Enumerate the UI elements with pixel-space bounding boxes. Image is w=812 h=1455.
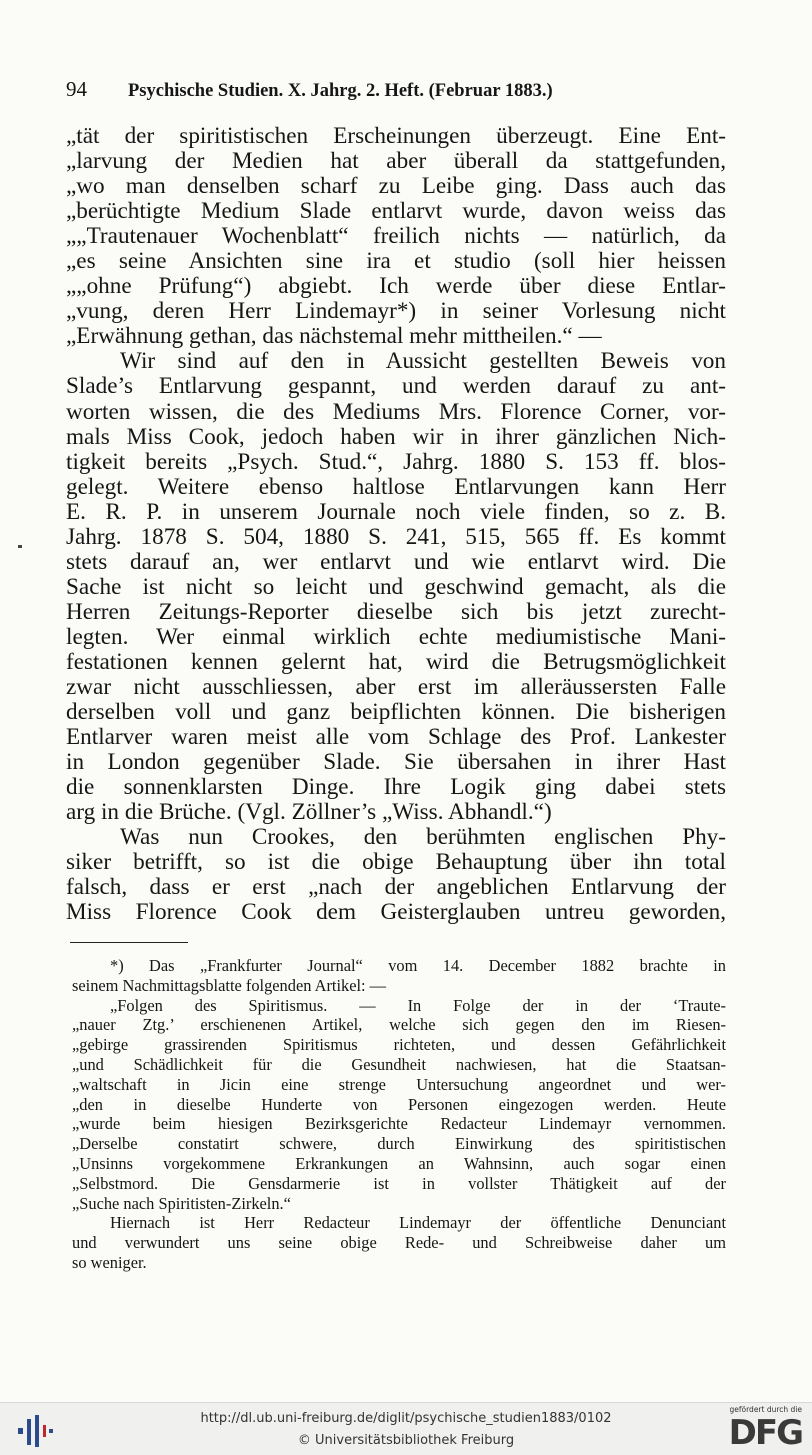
text-line: „larvung der Medien hat aber überall da stattgefunden, (66, 148, 726, 175)
text-line: „vung, deren Herr Lindemayr*) in seiner Vorlesung nicht (66, 298, 726, 325)
main-text (66, 124, 726, 926)
footnote-line: „Selbstmord. Die Gensdarmerie ist in vollster Thätigkeit auf der (72, 1173, 726, 1193)
footnote-line: seinem Nachmittagsblatte folgenden Artikel: — (72, 975, 387, 995)
text-line: Was nun Crookes, den berühmten englischen Phy- (120, 824, 726, 851)
text-line: Sache ist nicht so leicht und geschwind gemacht, als die (66, 573, 726, 600)
text-line: „berüchtigte Medium Slade entlarvt wurde, davon weiss das (66, 198, 726, 225)
footnote-divider (70, 942, 188, 943)
text-line: Herren Zeitungs-Reporter dieselbe sich bis jetzt zurecht- (66, 598, 726, 625)
dfg-tagline: gefördert durch die (729, 1405, 802, 1414)
text-line: tigkeit bereits „Psych. Stud.“, Jahrg. 1880 S. 153 ff. blos- (66, 448, 726, 475)
text-line: legten. Wer einmal wirklich echte mediumistische Mani- (66, 623, 726, 650)
text-line: derselben voll und ganz beipflichten können. Die bisherigen (66, 699, 726, 726)
footnote-line: „Unsinns vorgekommene Erkrankungen an Wahnsinn, auch sogar einen (72, 1153, 726, 1173)
text-line: mals Miss Cook, jedoch haben wir in ihrer gänzlichen Nich- (66, 423, 726, 450)
footnote-line: so weniger. (72, 1252, 147, 1272)
footnote-line: „Folgen des Spiritismus. — In Folge der in der ‘Traute- (110, 995, 726, 1015)
viewer-footer (0, 1402, 812, 1455)
footnote-line: „wurde beim hiesigen Bezirksgerichte Redacteur Lindemayr vernommen. (72, 1114, 726, 1134)
running-title: Psychische Studien. X. Jahrg. 2. Heft. (Februar 1883.) (128, 81, 553, 101)
text-line: festationen kennen gelernt hat, wird die Betrugsmöglichkeit (66, 648, 726, 675)
footnote-line: „Derselbe constatirt schwere, durch Einwirkung des spiritistischen (72, 1134, 726, 1154)
text-line: Jahrg. 1878 S. 504, 1880 S. 241, 515, 565 ff. Es kommt (66, 523, 726, 550)
page-number: 94 (66, 77, 87, 101)
permalink[interactable]: http://dl.ub.uni-freiburg.de/diglit/psychische_studien1883/0102 (200, 1411, 612, 1426)
text-line: zwar nicht ausschliessen, aber erst im alleräussersten Falle (66, 674, 726, 701)
text-line: „Erwähnung gethan, das nächstemal mehr mittheilen.“ — (66, 323, 602, 350)
text-line: Entlarver waren meist alle vom Schlage des Prof. Lankester (66, 724, 726, 751)
dfg-logo (718, 1405, 802, 1453)
footnote-line: „waltschaft in Jicin eine strenge Untersuchung angeordnet und wer- (72, 1074, 726, 1094)
footnote-line: „den in dieselbe Hunderte von Personen eingezogen werden. Heute (72, 1094, 726, 1114)
text-line: die sonnenklarsten Dinge. Ihre Logik ging dabei stets (66, 774, 726, 801)
copyright-notice: © Universitätsbibliothek Freiburg (297, 1433, 515, 1448)
text-line: Wir sind auf den in Aussicht gestellten Beweis von (120, 348, 726, 375)
footnote-line: „gebirge grassirenden Spiritismus richteten, und dessen Gefährlichkeit (72, 1035, 726, 1055)
footnote-line: *) Das „Frankfurter Journal“ vom 14. December 1882 brachte in (110, 956, 726, 975)
text-line: E. R. P. in unserem Journale noch viele finden, so z. B. (66, 498, 726, 525)
footnote-line: und verwundert uns seine obige Rede- und Schreibweise daher um (72, 1233, 726, 1253)
text-line: gelegt. Weitere ebenso haltlose Entlarvungen kann Herr (66, 473, 726, 500)
footnote-line: Hiernach ist Herr Redacteur Lindemayr der öffentliche Denunciant (110, 1213, 726, 1233)
footnote (72, 956, 726, 1273)
footnote-line: „und Schädlichkeit für die Gesundheit nachwiesen, hat die Staatsan- (72, 1054, 726, 1074)
margin-mark (18, 545, 22, 548)
running-header (66, 76, 678, 104)
text-line: „tät der spiritistischen Erscheinungen überzeugt. Eine Ent- (66, 123, 726, 149)
footnote-line: „Suche nach Spiritisten-Zirkeln.“ (72, 1193, 291, 1213)
dfg-wordmark: DFG (728, 1413, 802, 1453)
text-line: stets darauf an, wer entlarvt und wie entlarvt wird. Die (66, 548, 726, 575)
text-line: „es seine Ansichten sine ira et studio (soll hier heissen (66, 248, 726, 275)
text-line: „„ohne Prüfung“) abgiebt. Ich werde über diese Entlar- (66, 273, 726, 300)
text-line: siker betrifft, so ist die obige Behauptung über ihn total (66, 849, 726, 876)
footnote-line: „nauer Ztg.’ erschienenen Artikel, welche sich gegen den im Riesen- (72, 1015, 726, 1035)
text-line: Slade’s Entlarvung gespannt, und werden darauf zu ant- (66, 373, 726, 400)
text-line: „wo man denselben scharf zu Leibe ging. Dass auch das (66, 173, 726, 200)
text-line: „„Trautenauer Wochenblatt“ freilich nichts — natürlich, da (66, 223, 726, 250)
text-line: worten wissen, die des Mediums Mrs. Florence Corner, vor- (66, 398, 726, 425)
text-line: in London gegenüber Slade. Sie übersahen in ihrer Hast (66, 749, 726, 776)
text-line: falsch, dass er erst „nach der angeblichen Entlarvung der (66, 874, 726, 901)
text-line: arg in die Brüche. (Vgl. Zöllner’s „Wiss. Abhandl.“) (66, 799, 552, 826)
text-line: Miss Florence Cook dem Geisterglauben untreu geworden, (66, 899, 726, 926)
